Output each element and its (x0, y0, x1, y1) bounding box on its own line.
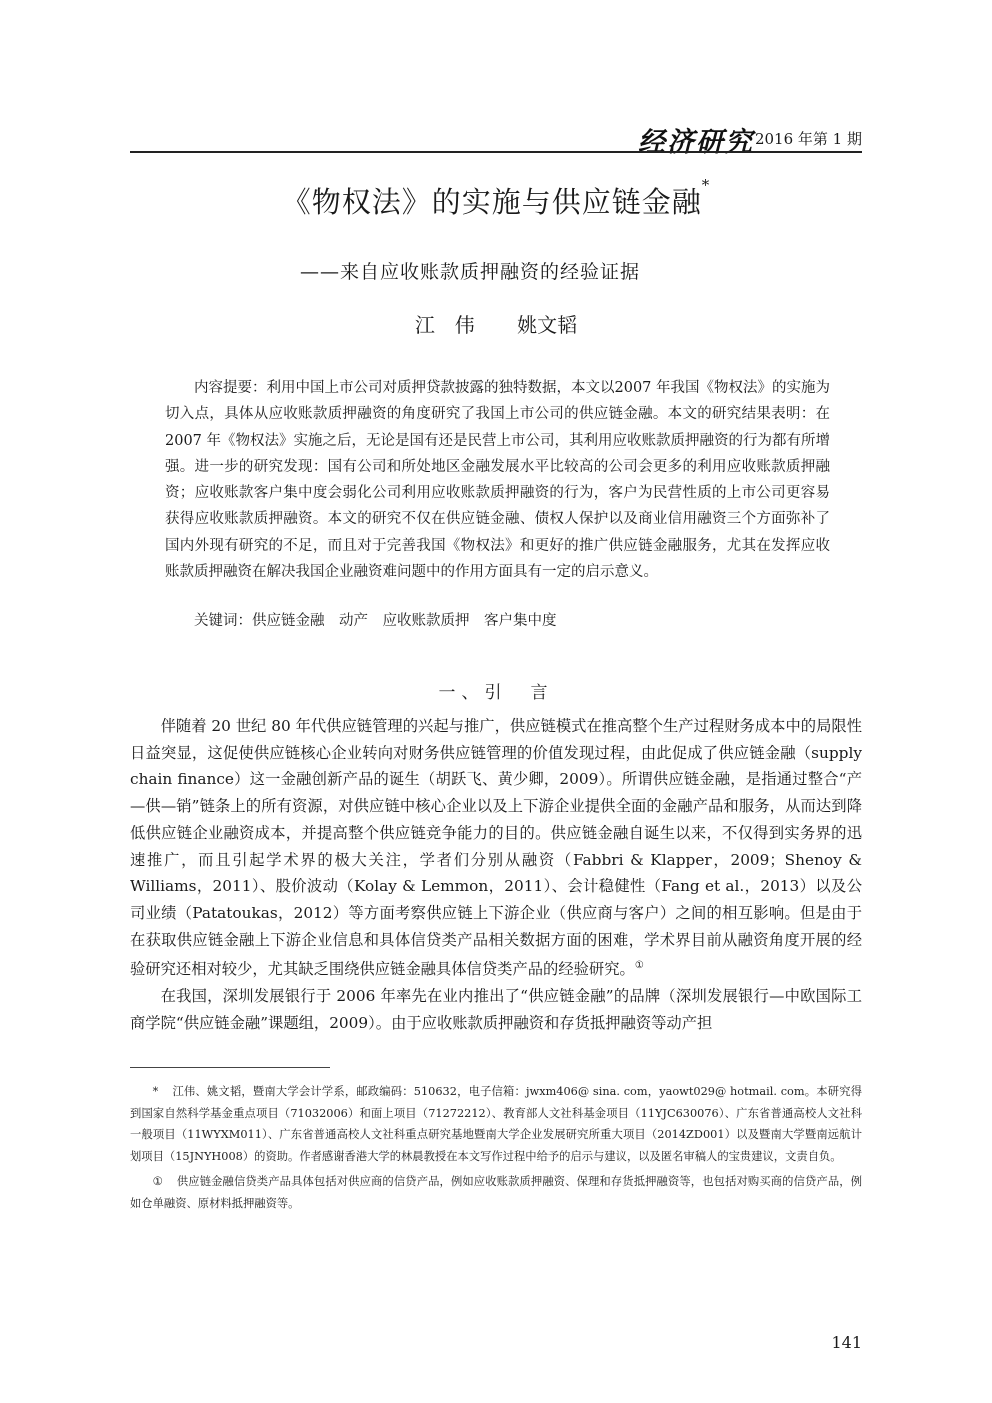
footnote-text: 供应链金融信贷类产品具体包括对供应商的信贷产品，例如应收账款质押融资、保理和存货抵押融资等，也包括对购买商的信贷产品，例如仓单融资、原材料抵押融资等。 (130, 1175, 862, 1210)
author-name: 姚文韬 (517, 313, 578, 337)
section-heading: 一、引 言 (438, 683, 554, 703)
page-number: 141 (831, 1333, 862, 1352)
footnote (130, 1171, 862, 1214)
journal-logo: 经济研究 (638, 127, 754, 158)
title-footnote-mark[interactable]: * (701, 176, 711, 194)
footnotes (130, 1081, 862, 1219)
footnote-rule (130, 1067, 330, 1068)
issue-label: 2016 年第 1 期 (754, 130, 862, 148)
running-header (130, 120, 862, 158)
author-name: 江 伟 (414, 313, 475, 337)
article-title (0, 176, 992, 221)
article-subtitle: ——来自应收账款质押融资的经验证据 (300, 261, 641, 283)
footnote (130, 1081, 862, 1167)
abstract-text: 内容提要：利用中国上市公司对质押贷款披露的独特数据，本文以2007 年我国《物权法》的实施为切入点，具体从应收账款质押融资的角度研究了我国上市公司的供应链金融。本文的研究结果表明：在 2007 年《物权法》实施之后，无论是国有还是民营上市公司，其利用应收账款质押融资的行为都有所增强。进一步的研究发现：国有公司和所处地区金融发展水平比较高的公司会更多的利用应收账款质押融资；应收账款客户集中度会弱化公司利用应收账款质押融资的行为，客户为民营性质的上市公司更容易获得应收账款质押融资。本文的研究不仅在供应链金融、债权人保护以及商业信用融资三个方面弥补了国内外现有研究的不足，而且对于完善我国《物权法》和更好的推广供应链金融服务，尤其在发挥应收账款质押融资在解决我国企业融资难问题中的作用方面具有一定的启示意义。 (165, 380, 831, 581)
paragraph-text: 伴随着 20 世纪 80 年代供应链管理的兴起与推广，供应链模式在推高整个生产过程财务成本中的局限性日益突显，这促使供应链核心企业转向对财务供应链管理的价值发现过程，由此促成了供应链金融（supply chain finance）这一金融创新产品的诞生（胡跃飞、黄少卿，2009）。所谓供应链金融，是指通过整合“产—供—销”链条上的所有资源，对供应链中核心企业以及上下游企业提供全面的金融产品和服务，从而达到降低供应链企业融资成本，并提高整个供应链竞争能力的目的。供应链金融自诞生以来，不仅得到实务界的迅速推广，而且引起学术界的极大关注，学者们分别从融资（Fabbri & Klapper，2009；Shenoy & Williams，2011）、股价波动（Kolay & Lemmon，2011）、会计稳健性（Fang et al.，2013）以及公司业绩（Patatoukas，2012）等方面考察供应链上下游企业（供应商与客户）之间的相互影响。但是由于在获取供应链金融上下游企业信息和具体信贷类产品相关数据方面的困难，学术界目前从融资角度开展的经验研究还相对较少，尤其缺乏围绕供应链金融具体信贷类产品的经验研究。 (130, 717, 862, 979)
body-paragraph (130, 713, 862, 983)
abstract (165, 375, 830, 585)
footnote-text: 江伟、姚文韬，暨南大学会计学系，邮政编码：510632，电子信箱：jwxm406@ sina. com，yaowt029@ hotmail. com。本研究得到国家自然科学基金重点项目（71032006）和面上项目（71272212）、教育部人文社科基金项目（11YJC630076）、广东省普通高校人文社科一般项目（11WYXM011）、广东省普通高校人文社科重点研究基地暨南大学企业发展研究所重大项目（2014ZD001）以及暨南大学暨南远航计划项目（15JNYH008）的资助。作者感谢香港大学的林晨教授在本文写作过程中给予的启示与建议，以及匿名审稿人的宝贵建议，文责自负。 (130, 1085, 862, 1163)
header-rule (130, 151, 862, 153)
article-title-text: 《物权法》的实施与供应链金融 (281, 185, 702, 219)
body-paragraph: 在我国，深圳发展银行于 2006 年率先在业内推出了“供应链金融”的品牌（深圳发展银行—中欧国际工商学院“供应链金融”课题组，2009）。由于应收账款质押融资和存货抵押融资等动产担 (130, 987, 862, 1032)
footnote-ref[interactable]: ① (634, 960, 644, 972)
footnote-mark: ① (152, 1175, 163, 1189)
footnote-mark: * (152, 1085, 159, 1098)
keywords: 关键词：供应链金融 动产 应收账款质押 客户集中度 (194, 613, 557, 629)
body-text (130, 713, 862, 1037)
authors (0, 309, 992, 338)
